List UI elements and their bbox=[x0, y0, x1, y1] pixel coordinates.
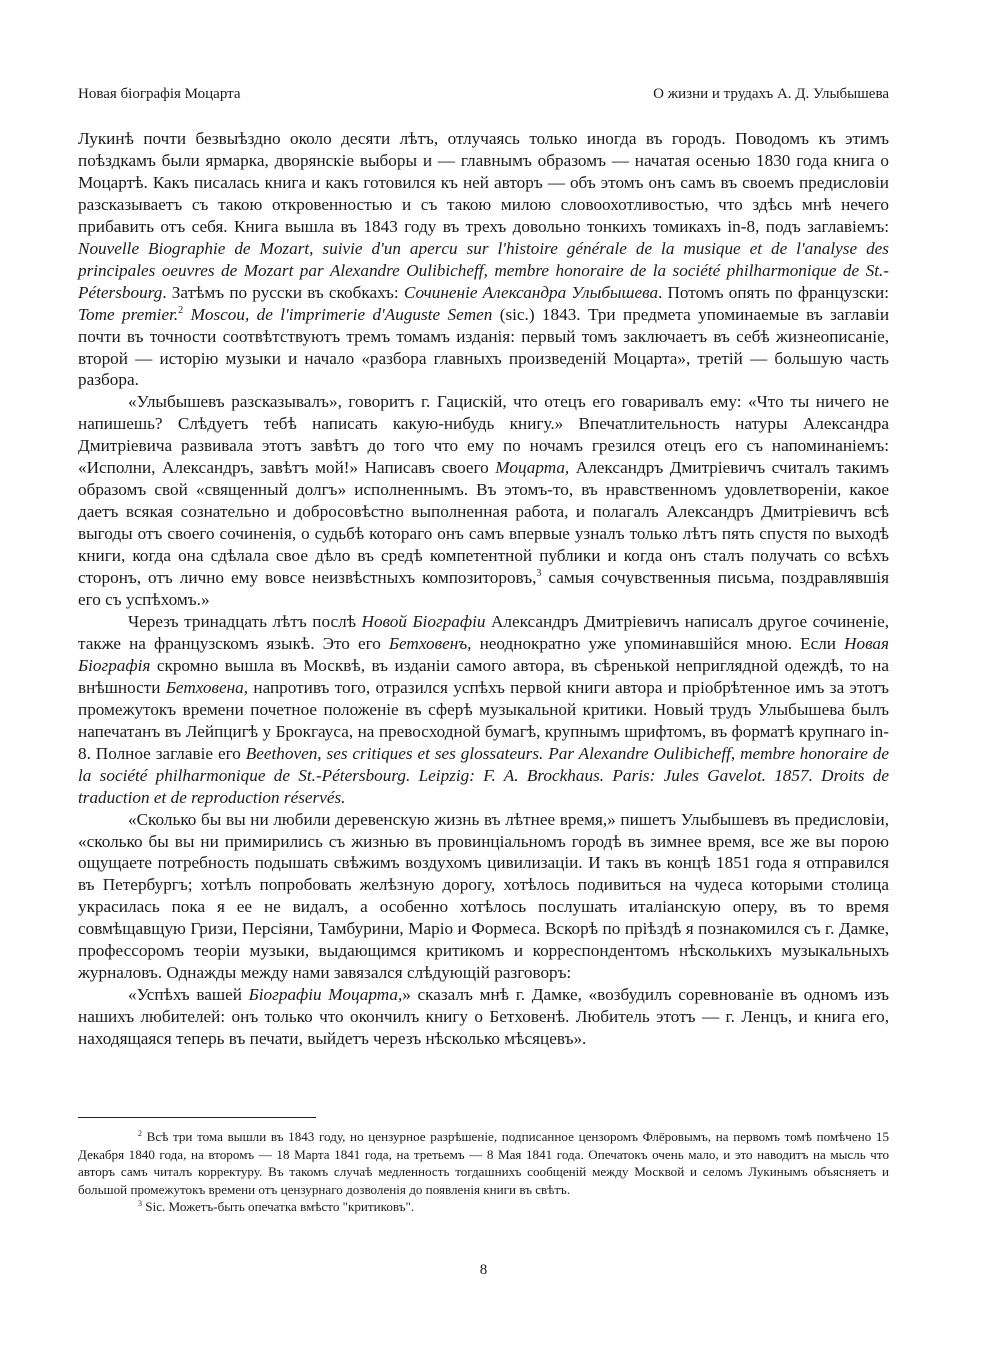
header-left-title: Новая біографія Моцарта bbox=[78, 86, 241, 102]
header-right-title: О жизни и трудахъ А. Д. Улыбышева bbox=[653, 86, 889, 102]
running-header bbox=[78, 86, 889, 106]
paragraph: Черезъ тринадцать лѣтъ послѣ Новой Біографіи Александръ Дмитріевичъ написалъ другое сочиненіе, также на французскомъ языкѣ. Это его Бетховенъ, неоднократно уже упоминавшійся мною. Если Новая Біографія скромно вышла въ Москвѣ, въ изданіи самого автора, въ сѣренькой неприглядной одеждѣ, то на внѣшности Бетховена, напротивъ того, отразился успѣхъ первой книги автора и пріобрѣтенное имъ за этотъ промежутокъ времени почетное положеніе въ сферѣ музыкальной критики. Новый трудъ Улыбышева былъ напечатанъ въ Лейпцигѣ у Брокгауса, на превосходной бумагѣ, крупнымъ шрифтомъ, въ форматѣ крупнаго in-8. Полное заглавіе его Beethoven, ses critiques et ses glossateurs. Par Alexandre Oulibicheff, membre honoraire de la société philharmonique de St.-Pétersbourg. Leipzig: F. A. Brockhaus. Paris: Jules Gavelot. 1857. Droits de traduction et de reproduction réservés. bbox=[78, 611, 889, 807]
footnote-reference: 3 bbox=[536, 568, 542, 580]
italic-title: Nouvelle Biographie de Mozart, suivie d'un aperсu sur l'histoire générale de la musique et de l'analyse des principales oeuvres de Mozart par Alexandre Oulibicheff, membre honoraire de la société philharmonique de St.-Pétersbourg bbox=[78, 238, 889, 302]
footnote-reference: 2 bbox=[178, 304, 184, 316]
footnote bbox=[78, 1198, 889, 1216]
italic-title: Моцарта, bbox=[495, 458, 570, 478]
footnote-marker: 3 bbox=[138, 1199, 142, 1209]
italic-title: Новая Біографія bbox=[78, 633, 889, 675]
italic-title: Бетховенъ, bbox=[388, 633, 472, 653]
italic-title: Новой Біографіи bbox=[361, 611, 486, 631]
italic-title: Бетховена, bbox=[165, 677, 249, 697]
italic-title: Сочиненіе Александра Улыбышева bbox=[403, 282, 659, 302]
footnote-text: Sic. Можетъ-быть опечатка вмѣсто "критиковъ". bbox=[145, 1199, 415, 1215]
paragraph: «Сколько бы вы ни любили деревенскую жизнь въ лѣтнее время,» пишетъ Улыбышевъ въ предисловіи, «сколько бы вы ни примирились съ жизнью въ провинціальномъ городѣ въ зимнее время, все же вы порою ощущаете потребность подышать свѣжимъ воздухомъ цивилизаціи. И такъ въ концѣ 1851 года я отправился въ Петербургъ; хотѣлъ попробовать желѣзную дорогу, хотѣлось подивиться на чудеса которыми столица украсилась пока я ее не видалъ, а особенно хотѣлось послушать италіанскую оперу, въ то время совмѣщавщую Гризи, Персіяни, Тамбурини, Маріо и Формеса. Вскорѣ по пріѣздѣ я познакомился съ г. Дамке, профессоромъ теоріи музыки, выдающимся критикомъ и корреспондентомъ нѣсколькихъ музыкальныхъ журналовъ. Однажды между нами завязался слѣдующій разговоръ: bbox=[78, 809, 889, 983]
paragraph: «Успѣхъ вашей Біографіи Моцарта,» сказалъ мнѣ г. Дамке, «возбудилъ соревнованіе въ одномъ изъ нашихъ любителей: онъ только что окончилъ книгу о Бетховенѣ. Любитель этотъ — г. Ленцъ, и книга его, находящаяся теперь въ печати, выйдетъ черезъ нѣсколько мѣсяцевъ». bbox=[78, 985, 889, 1049]
footnote bbox=[78, 1128, 889, 1198]
body-text bbox=[78, 128, 889, 1050]
footnote-marker: 2 bbox=[138, 1129, 142, 1138]
paragraph: Лукинѣ почти безвыѣздно около десяти лѣтъ, отлучаясь только иногда въ городъ. Поводомъ къ этимъ поѣздкамъ были ярмарка, дворянскіе выборы и — главнымъ образомъ — начатая осенью 1830 года книга о Моцартѣ. Какъ писалась книга и какъ готовился къ ней авторъ — объ этомъ онъ самъ въ своемъ предисловіи разсказываетъ съ такою откровенностью и съ такою милою словоохотливостью, что здѣсь мнѣ нечего прибавить отъ себя. Книга вышла въ 1843 году въ трехъ довольно тонкихъ томикахъ in-8, подъ заглавіемъ: Nouvelle Biographie de Mozart, suivie d'un aperсu sur l'histoire générale de la musique et de l'analyse des principales oeuvres de Mozart par Alexandre Oulibicheff, membre honoraire de la société philharmonique de St.-Pétersbourg. Затѣмъ по русски въ скобкахъ: Сочиненіе Александра Улыбышева. Потомъ опять по французски: Tome premier.$^2$ Moscou, de l'imprimerie d'Auguste Semen (sic.) 1843. Три предмета упоминаемые въ заглавіи почти въ точности соотвѣтствуютъ тремъ томамъ изданія: первый томъ заключаетъ въ себѣ жизнеописаніе, второй — исторію музыки и начало «разбора главныхъ произведеній Моцарта», третій — большую часть разбора. bbox=[78, 129, 890, 390]
paragraph: «Улыбышевъ разсказывалъ», говоритъ г. Гацискій, что отецъ его говаривалъ ему: «Что ты ничего не напишешь? Слѣдуетъ тебѣ написать какую-нибудь книгу.» Впечатлительность натуры Александра Дмитріевича развивала этотъ завѣтъ до того что ему по ночамъ грезился отецъ его съ напоминаніемъ: «Исполни, Александръ, завѣтъ мой!» Написавъ своего Моцарта, Александръ Дмитріевичъ считалъ такимъ образомъ свой «священный долгъ» исполненнымъ. Въ этомъ-то, въ нравственномъ удовлетвореніи, какое даетъ всякая сознательно и добросовѣстно выполненная работа, и полагалъ Александръ Дмитріевичъ всѣ выгоды отъ своего сочиненія, о судьбѣ котораго онъ самъ впервые узналъ только лѣтъ пять спустя по выходѣ книги, когда она сдѣлала свое дѣло въ средѣ компетентной публики и когда онъ сталъ получать со всѣхъ сторонъ, отъ лично ему вовсе неизвѣстныхъ композиторовъ,$^3$ самыя сочувственныя письма, поздравлявшія его съ успѣхомъ.» bbox=[78, 392, 889, 610]
italic-title: Біографіи Моцарта, bbox=[248, 985, 403, 1005]
italic-title: Moscou, de l'imprimerie d'Auguste Semen bbox=[190, 304, 493, 324]
footnote-divider bbox=[78, 1117, 316, 1118]
footnotes bbox=[78, 1128, 889, 1216]
italic-title: Beethoven, ses critiques et ses glossateurs. Par Alexandre Oulibicheff, membre honoraire de la société philharmonique de St.-Pétersbourg. Leipzig: F. A. Brockhaus. Paris: Jules Gavelot. 1857. Droits de traduction et de reproduction réservés. bbox=[78, 743, 889, 807]
footnote-text: Всѣ три тома вышли въ 1843 году, но цензурное разрѣшеніе, подписанное цензоромъ Флёровымъ, на первомъ томѣ помѣчено 15 Декабря 1840 года, на второмъ — 18 Марта 1841 года, на третьемъ — 8 Мая 1841 года. Опечатокъ очень мало, и это наводитъ на мысль что авторъ самъ читалъ корректуру. Въ такомъ случаѣ медленность тогдашнихъ сообщеній между Москвой и селомъ Лукинымъ объясняетъ и большой промежутокъ времени отъ цензурнаго дозволенія до появленія книги въ свѣтъ. bbox=[78, 1129, 890, 1197]
italic-title: Tome premier. bbox=[78, 304, 179, 324]
page-number: 8 bbox=[479, 1262, 488, 1278]
